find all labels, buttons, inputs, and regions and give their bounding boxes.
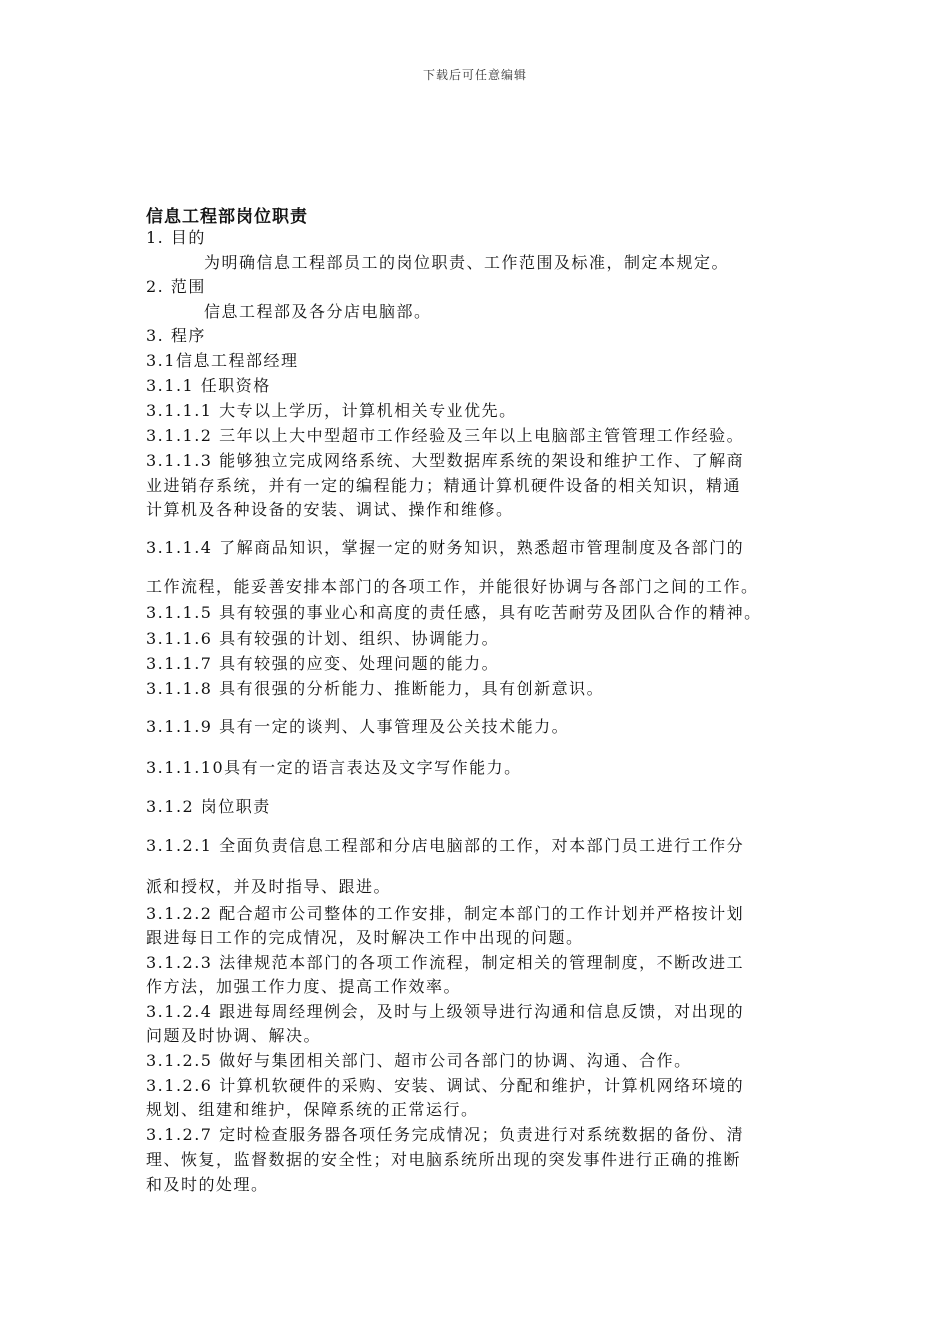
list-item: 3.1.1.1 大专以上学历，计算机相关专业优先。 [146, 401, 517, 420]
paragraph-line: 为明确信息工程部员工的岗位职责、工作范围及标准，制定本规定。 [204, 253, 730, 272]
list-item: 3.1.1.7 具有较强的应变、处理问题的能力。 [146, 654, 500, 673]
list-item: 3.1.1.6 具有较强的计划、组织、协调能力。 [146, 629, 500, 648]
section-heading: 1. 目的 [146, 228, 206, 247]
paragraph-line: 问题及时协调、解决。 [146, 1026, 322, 1045]
paragraph-line: 规划、组建和维护，保障系统的正常运行。 [146, 1100, 479, 1119]
page-header: 下载后可任意编辑 [422, 68, 527, 82]
section-heading: 2. 范围 [146, 277, 206, 296]
subsection-heading: 3.1.1 任职资格 [146, 376, 271, 395]
paragraph-line: 工作流程，能妥善安排本部门的各项工作，并能很好协调与各部门之间的工作。 [146, 577, 759, 596]
paragraph-line: 业进销存系统，并有一定的编程能力；精通计算机硬件设备的相关知识，精通 [146, 476, 742, 495]
subsection-heading: 3.1信息工程部经理 [146, 351, 299, 370]
paragraph-line: 计算机及各种设备的安装、调试、操作和维修。 [146, 500, 514, 519]
list-item: 3.1.2.4 跟进每周经理例会，及时与上级领导进行沟通和信息反馈，对出现的 [146, 1002, 745, 1021]
list-item: 3.1.1.2 三年以上大中型超市工作经验及三年以上电脑部主管管理工作经验。 [146, 426, 745, 445]
list-item: 3.1.1.3 能够独立完成网络系统、大型数据库系统的架设和维护工作、了解商 [146, 451, 745, 470]
paragraph-line: 派和授权，并及时指导、跟进。 [146, 877, 392, 896]
list-item: 3.1.1.10具有一定的语言表达及文字写作能力。 [146, 758, 522, 777]
document-title: 信息工程部岗位职责 [146, 207, 308, 227]
list-item: 3.1.2.1 全面负责信息工程部和分店电脑部的工作，对本部门员工进行工作分 [146, 836, 745, 855]
paragraph-line: 和及时的处理。 [146, 1175, 269, 1194]
list-item: 3.1.2.2 配合超市公司整体的工作安排，制定本部门的工作计划并严格按计划 [146, 904, 745, 923]
list-item: 3.1.1.4 了解商品知识，掌握一定的财务知识，熟悉超市管理制度及各部门的 [146, 538, 745, 557]
list-item: 3.1.2.7 定时检查服务器各项任务完成情况；负责进行对系统数据的备份、清 [146, 1125, 745, 1144]
paragraph-line: 理、恢复，监督数据的安全性；对电脑系统所出现的突发事件进行正确的推断 [146, 1150, 742, 1169]
list-item: 3.1.2.5 做好与集团相关部门、超市公司各部门的协调、沟通、合作。 [146, 1051, 692, 1070]
list-item: 3.1.1.8 具有很强的分析能力、推断能力，具有创新意识。 [146, 679, 605, 698]
subsection-heading: 3.1.2 岗位职责 [146, 797, 271, 816]
paragraph-line: 信息工程部及各分店电脑部。 [204, 302, 432, 321]
list-item: 3.1.1.9 具有一定的谈判、人事管理及公关技术能力。 [146, 717, 570, 736]
list-item: 3.1.2.6 计算机软硬件的采购、安装、调试、分配和维护，计算机网络环境的 [146, 1076, 745, 1095]
list-item: 3.1.1.5 具有较强的事业心和高度的责任感，具有吃苦耐劳及团队合作的精神。 [146, 603, 762, 622]
list-item: 3.1.2.3 法律规范本部门的各项工作流程，制定相关的管理制度，不断改进工 [146, 953, 745, 972]
paragraph-line: 跟进每日工作的完成情况，及时解决工作中出现的问题。 [146, 928, 584, 947]
paragraph-line: 作方法，加强工作力度、提高工作效率。 [146, 977, 462, 996]
section-heading: 3. 程序 [146, 326, 206, 345]
